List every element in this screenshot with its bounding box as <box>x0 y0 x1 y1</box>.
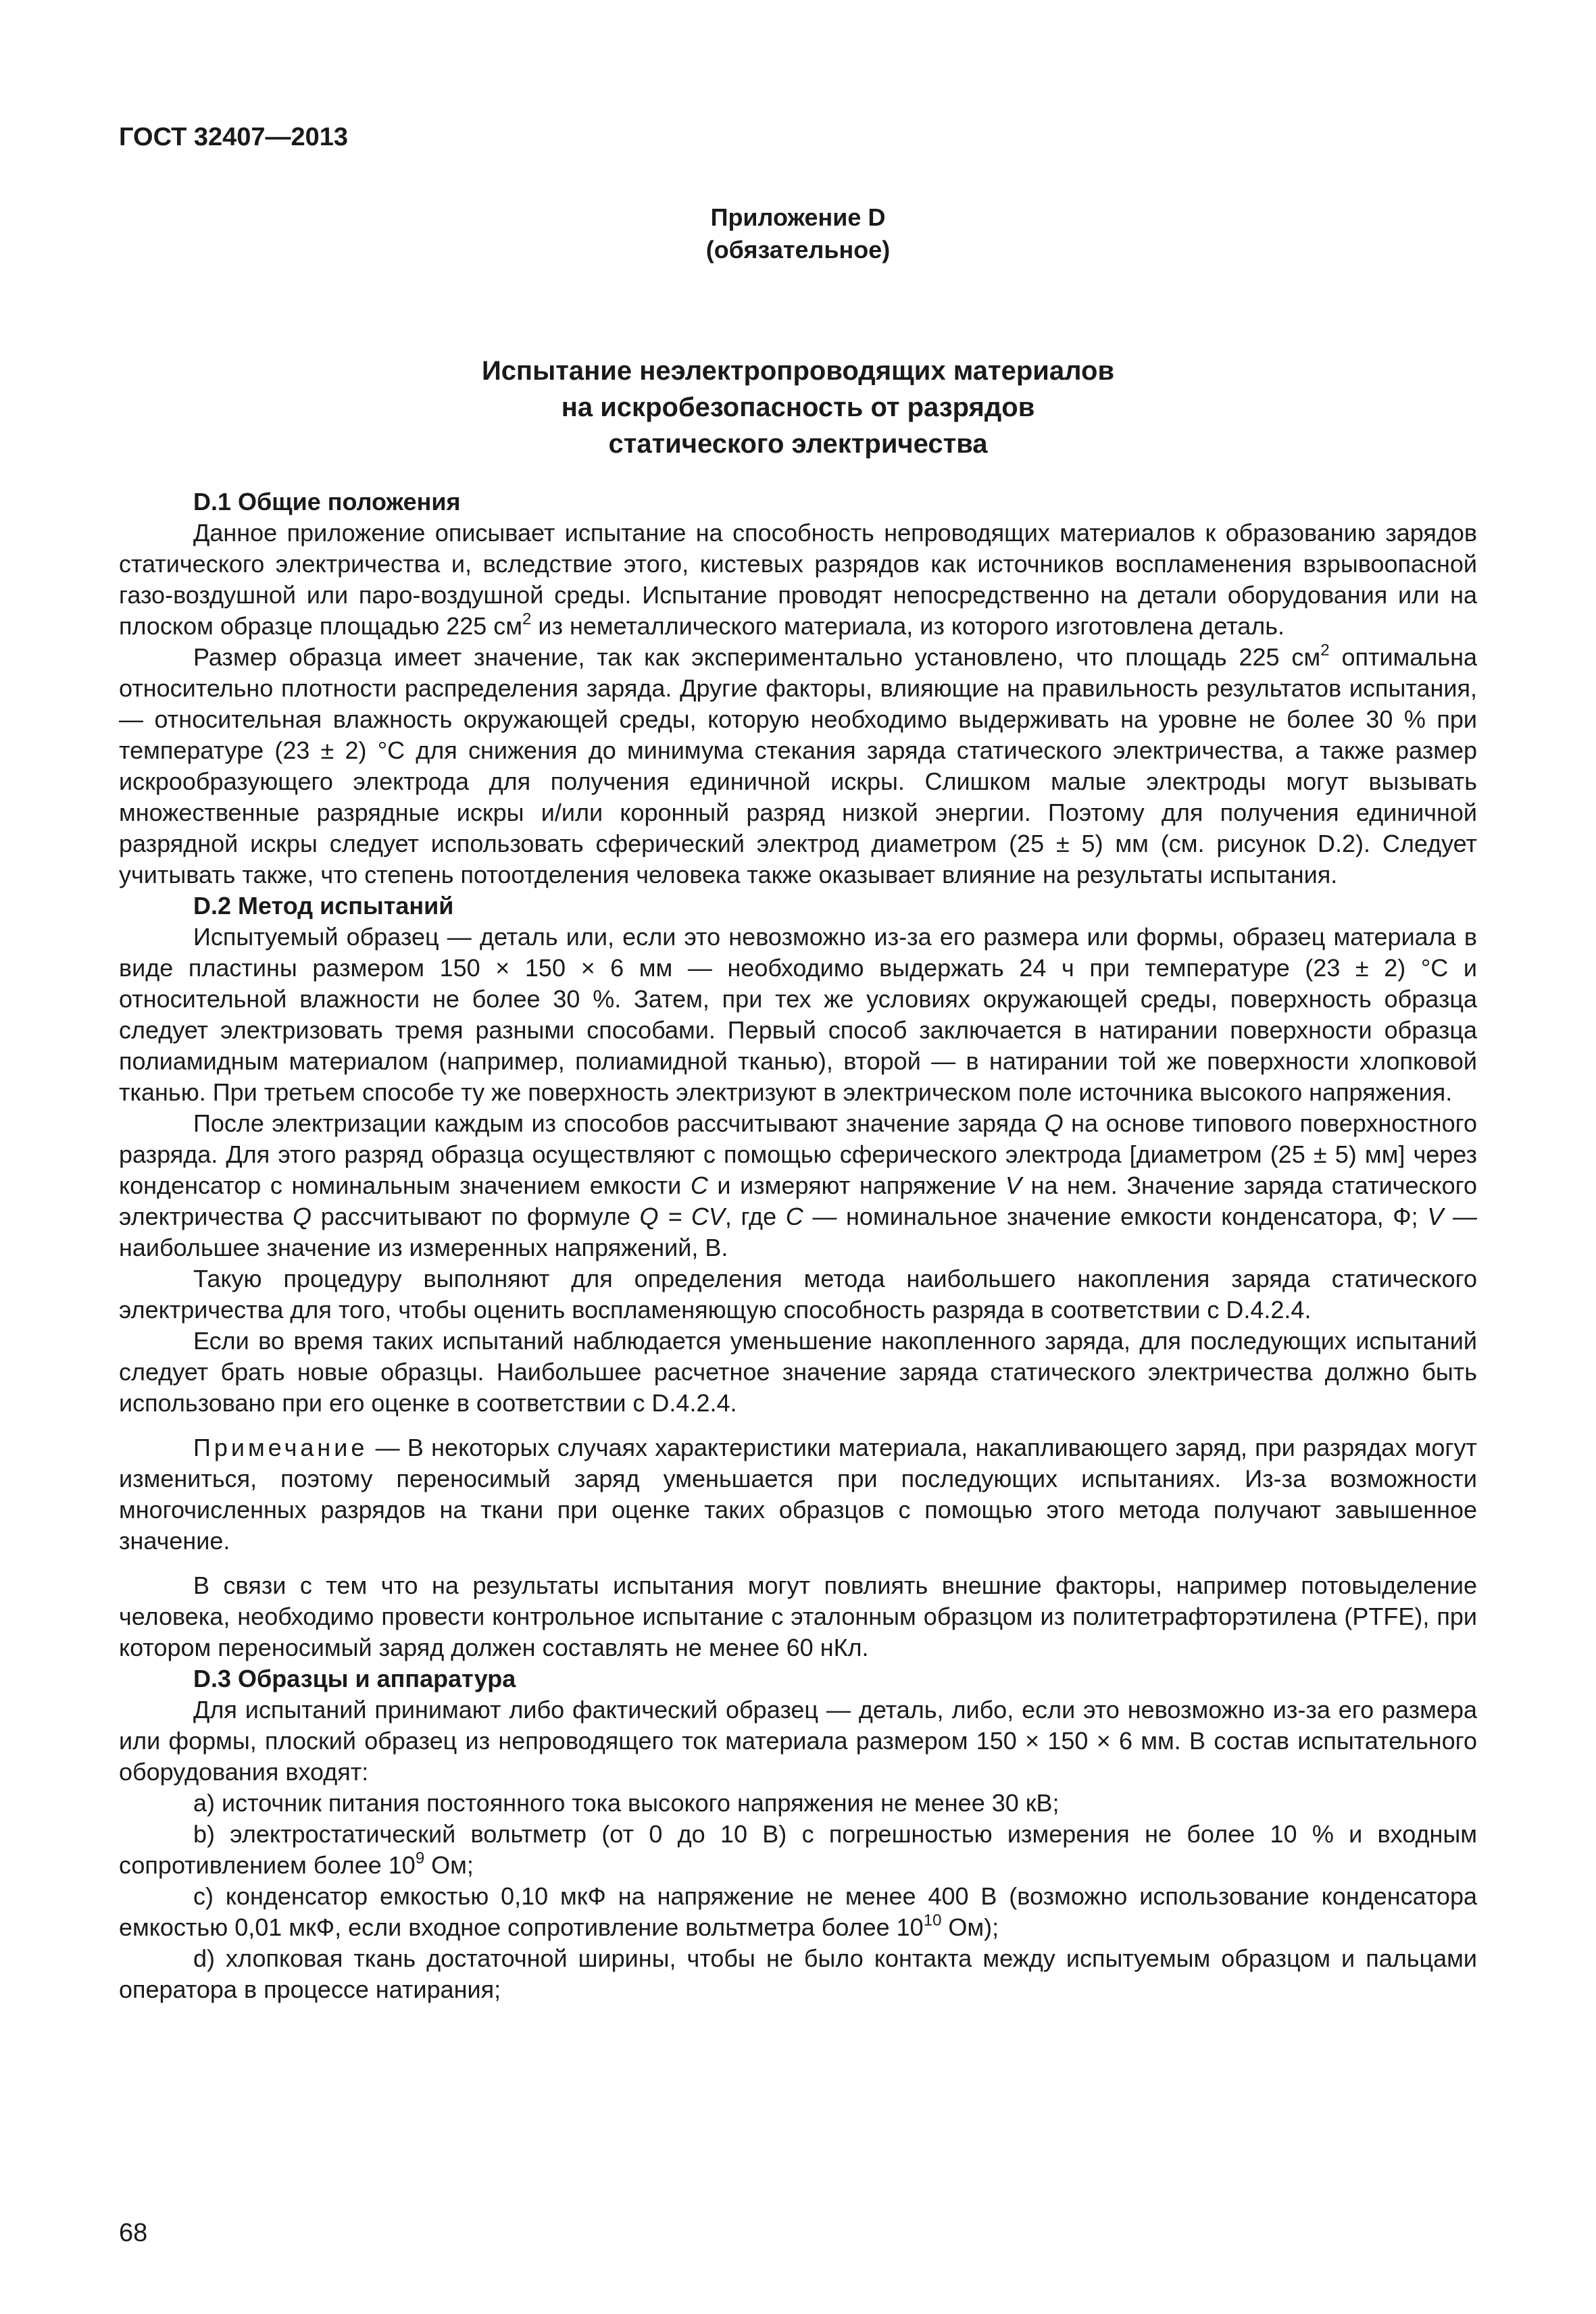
annex-heading <box>0 201 1596 266</box>
document-body <box>119 486 1477 2005</box>
paragraph: После электризации каждым из способов рассчитывают значение заряда Q на основе типового поверхностного разряда. Для этого разряд образца осуществляют с помощью сферического электрода [диаметром (25 ± 5) мм] через конденсатор с номинальным значением емкости С и измеряют напряжение V на нем. Значение заряда статического электричества Q рассчитывают по формуле Q = CV, где С — номинальное значение емкости конденсатора, Ф; V — наибольшее значение из измеренных напряжений, В. <box>119 1109 1478 1261</box>
title-line-3: статического электричества <box>608 429 988 459</box>
standard-number: ГОСТ 32407—2013 <box>119 123 349 151</box>
section-heading-d3: D.3 Образцы и аппаратура <box>193 1665 516 1692</box>
list-item: d) хлопковая ткань достаточной ширины, чтобы не было контакта между испытуемым образцом и пальцами оператора в процессе натирания; <box>119 1944 1477 2003</box>
title-line-1: Испытание неэлектропроводящих материалов <box>481 356 1115 386</box>
paragraph: Для испытаний принимают либо фактический образец — деталь, либо, если это невозможно из-за его размера или формы, плоский образец из непроводящего ток материала размером 150 × 150 × 6 мм. В состав испытательного оборудования входят: <box>119 1696 1477 1786</box>
list-item: b) электростатический вольтметр (от 0 до 10 В) с погрешностью измерения не более 10 % и входным сопротивлением более $10^9$ Ом; <box>119 1820 1477 1879</box>
annex-status: (обязательное) <box>705 236 891 263</box>
list-item: а) источник питания постоянного тока высокого напряжения не менее 30 кВ; <box>193 1789 1059 1817</box>
paragraph: Такую процедуру выполняют для определения метода наибольшего накопления заряда статического электричества для того, чтобы оценить воспламеняющую способность разряда в соответствии с D.4.2.4. <box>119 1265 1477 1324</box>
annex-title <box>0 353 1596 462</box>
note-label: Примечание <box>193 1434 368 1461</box>
section-heading-d1: D.1 Общие положения <box>193 488 461 515</box>
title-line-2: на искробезопасность от разрядов <box>561 393 1035 422</box>
list-item: с) конденсатор емкостью 0,10 мкФ на напряжение не менее 400 В (возможно использование конденсатора емкостью 0,01 мкФ, если входное сопротивление вольтметра более $10^{10}$ Ом); <box>119 1882 1477 1941</box>
section-heading-d2: D.2 Метод испытаний <box>193 892 454 920</box>
paragraph: В связи с тем что на результаты испытания могут повлиять внешние факторы, например потовыделение человека, необходимо провести контрольное испытание с эталонным образцом из политетрафторэтилена (PTFE), при котором переносимый заряд должен составлять не менее 60 нКл. <box>119 1571 1477 1661</box>
annex-label: Приложение D <box>710 203 886 231</box>
paragraph: Если во время таких испытаний наблюдается уменьшение накопленного заряда, для последующих испытаний следует брать новые образцы. Наибольшее расчетное значение заряда статического электричества должно быть использовано при его оценке в соответствии с D.4.2.4. <box>119 1327 1477 1417</box>
page-number: 68 <box>119 2219 148 2247</box>
paragraph: Испытуемый образец — деталь или, если это невозможно из-за его размера или формы, образец материала в виде пластины размером 150 × 150 × 6 мм — необходимо выдержать 24 ч при температуре (23 ± 2) °С и относительной влажности не более 30 %. Затем, при тех же условиях окружающей среды, поверхность образца следует электризовать тремя разными способами. Первый способ заключается в натирании поверхности образца полиамидным материалом (например, полиамидной тканью), второй — в натирании той же поверхности хлопковой тканью. При третьем способе ту же поверхность электризуют в электрическом поле источника высокого напряжения. <box>119 923 1477 1106</box>
paragraph: Размер образца имеет значение, так как экспериментально установлено, что площадь 225 $см^2$ оптимальна относительно плотности распределения заряда. Другие факторы, влияющие на правильность результатов испытания, — относительная влажность окружающей среды, которую необходимо выдерживать на уровне не более 30 % при температуре (23 ± 2) °С для снижения до минимума стекания заряда статического электричества, а также размер искрообразующего электрода для получения единичной искры. Слишком малые электроды могут вызывать множественные разрядные искры и/или коронный разряд низкой энергии. Поэтому для получения единичной разрядной искры следует использовать сферический электрод диаметром (25 ± 5) мм (см. рисунок D.2). Следует учитывать также, что степень потоотделения человека также оказывает влияние на результаты испытания. <box>119 641 1477 888</box>
note: Примечание — В некоторых случаях характеристики материала, накапливающего заряд, при разрядах могут измениться, поэтому переносимый заряд уменьшается при последующих испытаниях. Из-за возможности многочисленных разрядов на ткани при оценке таких образцов с помощью этого метода получают завышенное значение. <box>119 1434 1477 1555</box>
paragraph: Данное приложение описывает испытание на способность непроводящих материалов к образованию зарядов статического электричества и, вследствие этого, кистевых разрядов как источников воспламенения взрывоопасной газо-воздушной или паро-воздушной среды. Испытание проводят непосредственно на детали оборудования или на плоском образце площадью 225 $см^2$ из неметаллического материала, из которого изготовлена деталь. <box>119 519 1477 640</box>
